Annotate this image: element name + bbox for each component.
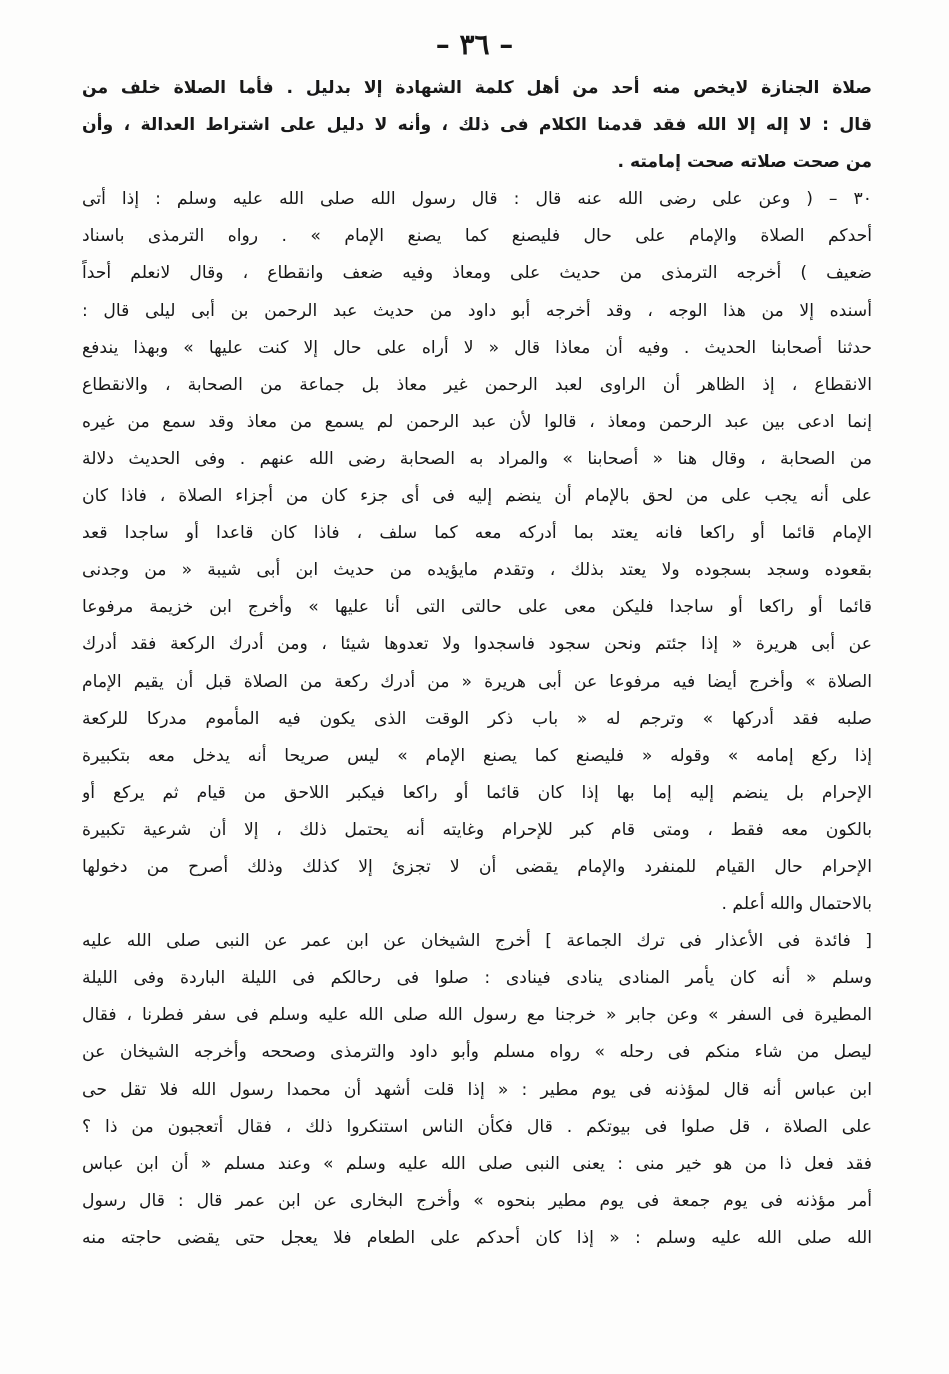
text-line: على الصلاة ، قل صلوا فى بيوتكم . قال فكأن الناس استنكروا ذلك ، فقال أتعجبون من ذا ؟ xyxy=(82,1116,872,1137)
text-line: أسنده إلا من هذا الوجه ، وقد أخرجه أبو داود من حديث عبد الرحمن بن أبى ليلى قال : xyxy=(82,300,872,321)
text-line: فقد فعل ذا من هو خير منى : يعنى النبى صلى الله عليه وسلم » وعند مسلم « أن ابن عباس xyxy=(82,1153,872,1174)
text-line: ابن عباس أنه قال لمؤذنه فى يوم مطير : « إذا قلت أشهد أن محمدا رسول الله فلا تقل حى xyxy=(82,1079,872,1100)
text-line: إنما ادعى بين عبد الرحمن ومعاذ ، قالوا لأن عبد الرحمن لم يسمع من معاذ وقد سمع من غيره xyxy=(82,411,872,432)
text-line: أحدكم الصلاة والإمام على حال فليصنع كما يصنع الإمام » . رواه الترمذى باسناد xyxy=(82,226,872,247)
text-line: قال : لا إله إلا الله فقد قدمنا الكلام فى ذلك ، وأنه لا دليل على اشتراط العدالة ، وأن xyxy=(82,115,872,136)
text-line: الله صلى الله عليه وسلم : « إذا كان أحدكم على الطعام فلا يعجل حتى يقضى حاجته منه xyxy=(82,1227,872,1248)
text-line: ليصل من شاء منكم فى رحله » رواه مسلم وأبو داود والترمذى وصححه وأخرجه الشيخان عن xyxy=(82,1042,872,1063)
text-line: صلاة الجنازة لايخص منه أحد من أهل كلمة الشهادة إلا بدليل . فأما الصلاة خلف من xyxy=(82,78,872,98)
text-line: بالكون معه فقط ، ومتى قام كبر للإحرام وغايته أنه يحتمل ذلك ، إلا أن شرعية تكبيرة xyxy=(82,819,872,840)
text-line: على أنه يجب على من لحق بالإمام أن ينضم إليه فى أى جزء كان من أجزاء الصلاة ، فاذا كان xyxy=(82,486,872,507)
text-line: أمر مؤذنه فى يوم جمعة فى يوم مطير بنحوه » وأخرج البخارى عن ابن عمر قال : قال رسول xyxy=(82,1190,872,1211)
text-line: الانقطاع ، إذ الظاهر أن الراوى لعبد الرحمن غير معاذ بل جماعة من الصحابة ، والانقطاع xyxy=(82,374,872,395)
text-line: الصلاة » وأخرج أيضا فيه مرفوعا عن أبى هريرة « من أدرك ركعة من الصلاة قبل أن يقيم الإمام xyxy=(82,671,872,692)
text-line: حدثنا أصحابنا الحديث . وفيه أن معاذا قال « لا أراه على حال إلا كنت عليها » وبهذا يندفع xyxy=(82,337,872,358)
text-line: بقعوده وسجد بسجوده ولا يعتد بذلك ، وتقدم مايؤيده من حديث ابن أبى شيبة « من وجدنى xyxy=(82,560,872,581)
text-line: عن أبى هريرة « إذا جئتم ونحن سجود فاسجدوا ولا تعدوها شيئا ، ومن أدرك الركعة فقد أدرك xyxy=(82,634,872,655)
text-line: ٣٠ – ( وعن على رضى الله عنه قال : قال رسول الله صلى الله عليه وسلم : إذا أتى xyxy=(82,189,872,210)
text-line: وسلم « أنه كان يأمر المنادى ينادى فينادى : صلوا فى رحالكم فى الليلة الباردة وفى الليلة xyxy=(82,968,872,989)
text-line: من الصحابة ، وقال هنا « أصحابنا » والمراد به الصحابة رضى الله عنهم . وفى الحديث دلالة xyxy=(82,448,872,469)
text-line: قائما أو راكعا أو ساجدا فليكن معى على حالتى التى أنا عليها » وأخرج ابن خزيمة مرفوعا xyxy=(82,597,872,618)
text-line: المطيرة فى السفر » وعن جابر « خرجنا مع رسول الله صلى الله عليه وسلم فى سفر فطرنا ، فقال xyxy=(82,1005,872,1026)
text-line: إذا ركع إمامه » وقوله « فليصنع كما يصنع الإمام » ليس صريحا أنه يدخل معه بتكبيرة xyxy=(82,745,872,766)
text-line: الإحرام حال القيام للمنفرد والإمام يقضى أن لا تجزئ إلا كذلك وذلك أصرح من دخولها xyxy=(82,856,872,877)
page-number: – ٣٦ – xyxy=(435,28,514,61)
text-line: [ فائدة فى الأعذار فى ترك الجماعة ] أخرج الشيخان عن ابن عمر عن النبى صلى الله عليه xyxy=(82,931,872,952)
text-line: بالاحتمال والله أعلم . xyxy=(721,894,872,915)
text-line: صلبه فقد أدركها » وترجم له « باب ذكر الوقت الذى يكون فيه المأموم مدركا للركعة xyxy=(82,708,872,729)
text-line: الإمام قائما أو راكعا فانه يعتد بما أدركه معه كما سلف ، فاذا كان قاعدا أو ساجدا قعد xyxy=(82,523,872,544)
text-line: الإحرام بل ينضم إليه إما بها إذا كان قائما أو راكعا فيكبر اللاحق من قيام ثم يركع أو xyxy=(82,782,872,803)
text-line: من صحت صلاته صحت إمامته . xyxy=(617,152,872,173)
page-body-text xyxy=(82,70,872,1257)
text-line: ضعيف ) أخرجه الترمذى من حديث على ومعاذ وفيه ضعف وانقطاع ، وقال لانعلم أحداً xyxy=(82,263,872,284)
